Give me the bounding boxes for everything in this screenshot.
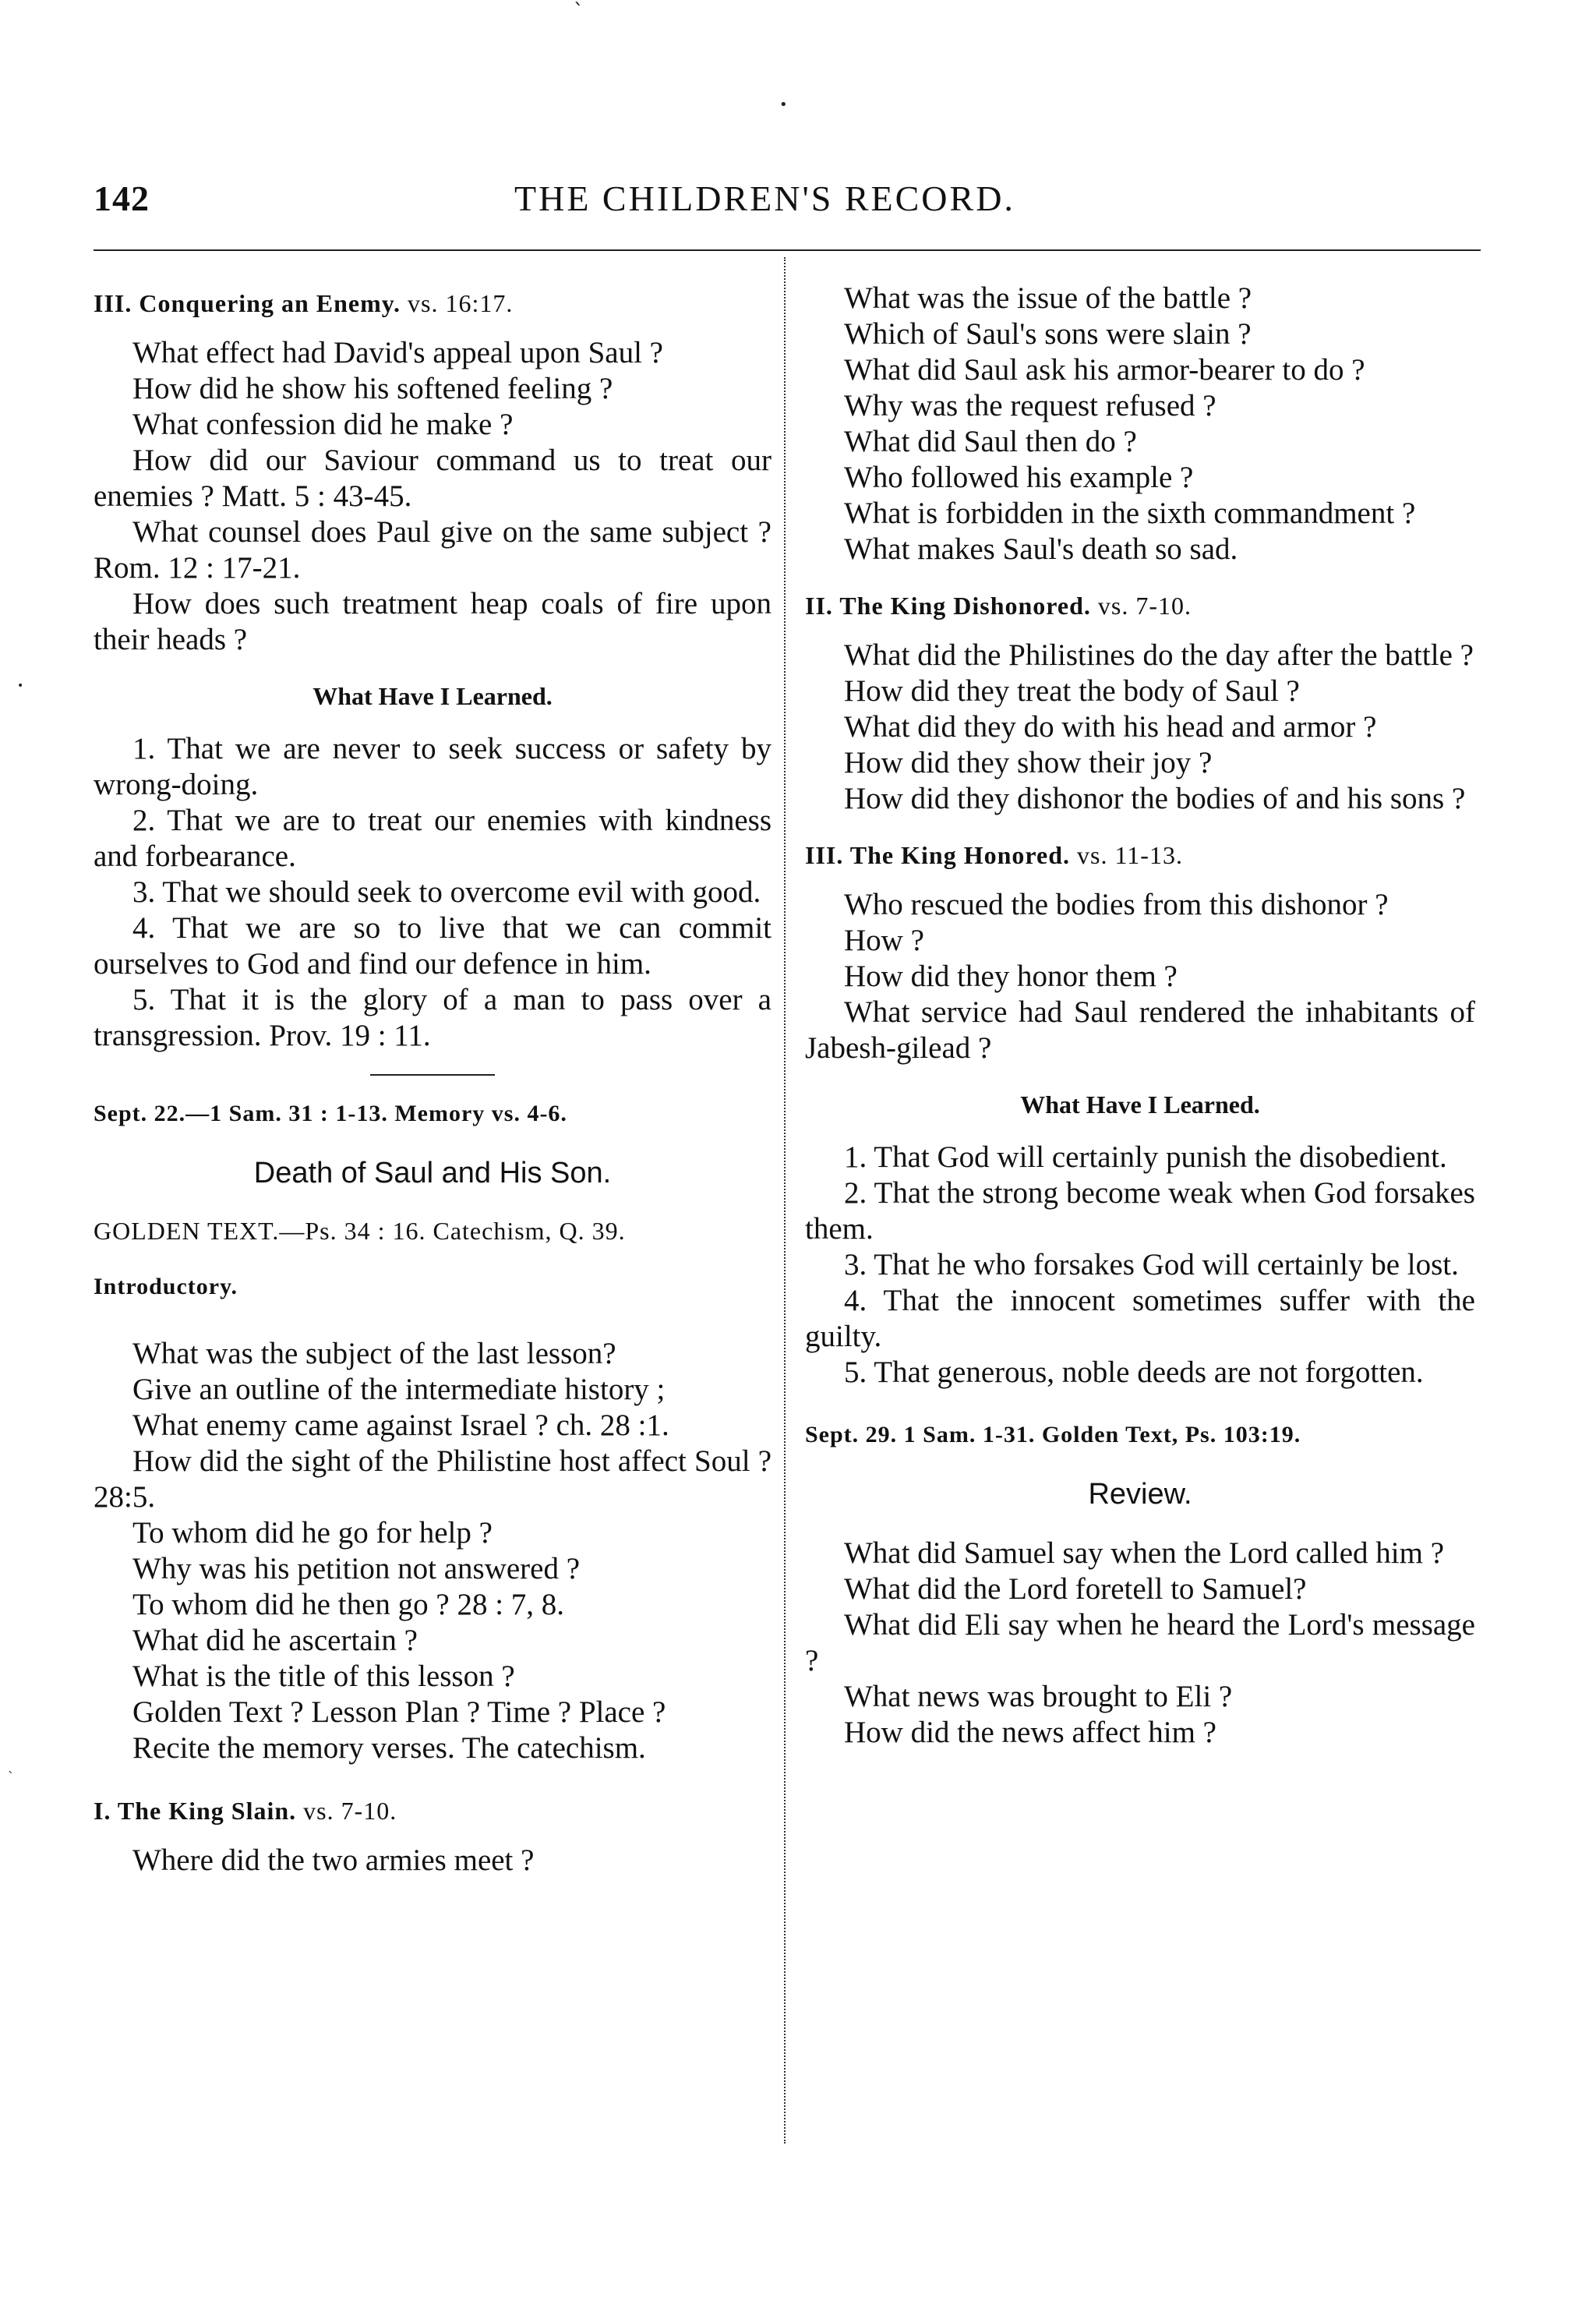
page-header [94,178,1481,232]
learned-item: 3. That he who forsakes God will certainly be lost. [844,1248,1459,1281]
question: Why was his petition not answered ? [132,1552,581,1585]
section-heading-text: III. The King Honored. [805,841,1071,869]
golden-text: GOLDEN TEXT.—Ps. 34 : 16. Catechism, Q. 39. [94,1217,626,1245]
section-reference: vs. 7-10. [303,1797,397,1825]
question: What service had Saul rendered the inhabitants of Jabesh-gilead ? [805,995,1475,1065]
question: What makes Saul's death so sad. [844,532,1238,566]
lesson-title: Death of Saul and His Son. [253,1157,612,1189]
question: To whom did he then go ? 28 : 7, 8. [132,1588,565,1621]
question: What was the subject of the last lesson? [132,1337,616,1370]
question: How ? [844,924,924,957]
divider-rule [370,1074,495,1076]
question: What did Eli say when he heard the Lord's message ? [805,1608,1475,1677]
learned-item: 4. That the innocent sometimes suffer with the guilty. [805,1284,1475,1353]
question: Why was the request refused ? [844,389,1216,422]
question: Which of Saul's sons were slain ? [844,317,1252,351]
question: What did the Philistines do the day after the battle ? [844,638,1474,672]
learned-heading: What Have I Learned. [312,682,553,710]
section-heading [805,588,1475,624]
learned-heading: What Have I Learned. [1020,1090,1260,1119]
section-heading [94,1793,772,1829]
section-reference: vs. 7-10. [1097,592,1192,620]
question: What counsel does Paul give on the same subject ? Rom. 12 : 17-21. [94,515,772,585]
right-column [805,281,1475,1751]
question: What news was brought to Eli ? [844,1680,1233,1713]
page-number: 142 [94,178,150,218]
question: How did they dishonor the bodies of and his sons ? [844,782,1466,815]
section-heading-text: II. The King Dishonored. [805,592,1091,620]
question: What effect had David's appeal upon Saul ? [132,336,663,369]
section-heading-text: I. The King Slain. [94,1797,297,1825]
question: How did they honor them ? [844,960,1178,993]
question: What did the Lord foretell to Samuel? [844,1572,1307,1606]
question: What is the title of this lesson ? [132,1659,515,1693]
introductory-heading: Introductory. [94,1274,238,1299]
print-mark: ˋ [8,1769,14,1784]
section-reference: vs. 11-13. [1077,841,1183,869]
lesson-date-line: Sept. 22.—1 Sam. 31 : 1-13. Memory vs. 4-6. [94,1101,567,1126]
question: What did Samuel say when the Lord called him ? [844,1536,1445,1570]
question: What is forbidden in the sixth commandment ? [844,497,1416,530]
question: Give an outline of the intermediate history ; [132,1373,666,1406]
learned-item: 2. That the strong become weak when God forsakes them. [805,1176,1475,1246]
question: To whom did he go for help ? [132,1516,493,1550]
question: How does such treatment heap coals of fire upon their heads ? [94,587,772,656]
left-column [94,281,772,1879]
learned-item: 1. That God will certainly punish the disobedient. [844,1140,1447,1174]
question: How did our Saviour command us to treat our enemies ? Matt. 5 : 43-45. [94,444,772,513]
question: How did they show their joy ? [844,746,1213,779]
page-title: THE CHILDREN'S RECORD. [514,178,1015,218]
learned-item: 3. That we should seek to overcome evil with good. [132,875,761,909]
header-rule [94,249,1481,251]
learned-item: 2. That we are to treat our enemies with kindness and forbearance. [94,804,772,873]
section-heading [94,285,772,321]
question: What enemy came against Israel ? ch. 28 :1. [132,1409,669,1442]
lesson-date-line: Sept. 29. 1 Sam. 1-31. Golden Text, Ps. 103:19. [805,1422,1301,1447]
learned-item: 5. That it is the glory of a man to pass over a transgression. Prov. 19 : 11. [94,983,772,1052]
question: Recite the memory verses. The catechism. [132,1731,646,1765]
question: What confession did he make ? [132,408,514,441]
learned-item: 1. That we are never to seek success or safety by wrong-doing. [94,732,772,801]
question: Who rescued the bodies from this dishonor ? [844,888,1389,921]
question: How did they treat the body of Saul ? [844,674,1300,708]
print-mark: ˋ [574,0,584,23]
column-divider [784,257,786,2144]
print-mark: • [17,680,24,692]
section-heading [805,837,1475,873]
print-mark: • [779,97,788,113]
question: What was the issue of the battle ? [844,281,1252,315]
question: What did he ascertain ? [132,1624,418,1657]
question: Where did the two armies meet ? [132,1843,535,1877]
section-heading-text: III. Conquering an Enemy. [94,289,401,317]
question: How did the news affect him ? [844,1716,1216,1749]
question: What did they do with his head and armor ? [844,710,1377,744]
question: Golden Text ? Lesson Plan ? Time ? Place ? [132,1695,666,1729]
question: How did he show his softened feeling ? [132,372,613,405]
lesson-title: Review. [1088,1478,1192,1511]
question: Who followed his example ? [844,461,1194,494]
question: What did Saul then do ? [844,425,1137,458]
section-reference: vs. 16:17. [407,289,514,317]
question: What did Saul ask his armor-bearer to do ? [844,353,1365,387]
learned-item: 5. That generous, noble deeds are not forgotten. [844,1356,1424,1389]
question: How did the sight of the Philistine host affect Soul ? 28:5. [94,1444,772,1514]
learned-item: 4. That we are so to live that we can commit ourselves to God and find our defence in him. [94,911,772,981]
